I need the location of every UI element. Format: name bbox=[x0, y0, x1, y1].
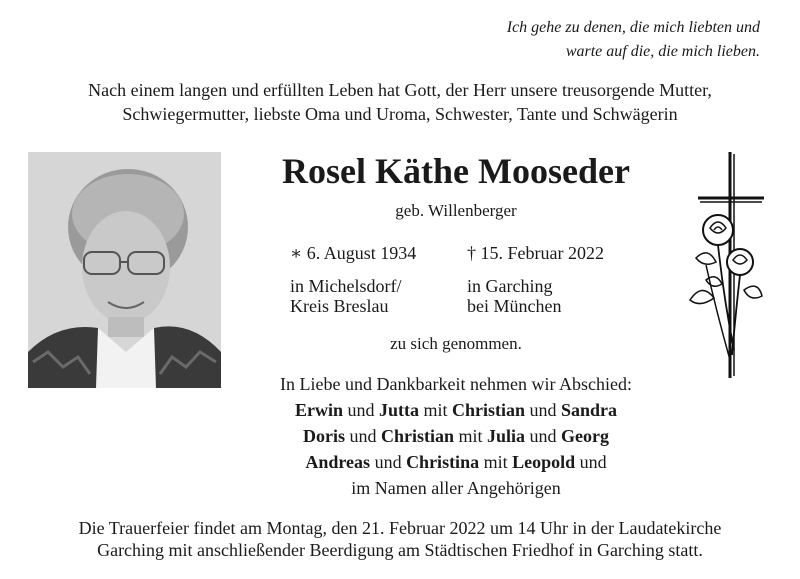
portrait-illustration bbox=[28, 152, 221, 388]
mourner-name: Erwin bbox=[294, 400, 343, 420]
intro-line-1: Nach einem langen und erfüllten Leben hat Gott, der Herr unsere treusorgende Mutter, bbox=[88, 80, 712, 100]
death-place-line-1: in Garching bbox=[467, 276, 553, 296]
mourner-name: Leopold bbox=[512, 452, 576, 472]
deceased-name: Rosel Käthe Mooseder bbox=[282, 151, 630, 191]
funeral-notice bbox=[0, 517, 800, 561]
funeral-line-1: Die Trauerfeier findet am Montag, den 21. Februar 2022 um 14 Uhr in der Laudatekirche bbox=[78, 518, 722, 538]
death-info bbox=[467, 242, 657, 316]
mourners-row-2 bbox=[236, 423, 676, 449]
mourner-connector: und bbox=[575, 452, 607, 472]
mourner-name: Georg bbox=[561, 426, 610, 446]
birth-date: ∗ 6. August 1934 bbox=[290, 243, 417, 263]
mourners-row-3 bbox=[236, 449, 676, 475]
mourner-connector: und bbox=[525, 400, 561, 420]
mourners-closing: im Namen aller Angehörigen bbox=[351, 478, 561, 498]
birth-place bbox=[290, 276, 460, 316]
passed-text: zu sich genommen. bbox=[390, 334, 522, 353]
birth-info bbox=[290, 242, 460, 316]
mourner-name: Andreas bbox=[305, 452, 371, 472]
mourner-name: Christina bbox=[406, 452, 480, 472]
mourner-name: Jutta bbox=[378, 400, 419, 420]
mourner-name: Christian bbox=[451, 400, 525, 420]
mourner-name: Julia bbox=[487, 426, 526, 446]
mourners-row-1 bbox=[236, 397, 676, 423]
epigraph-quote bbox=[360, 16, 760, 64]
mourner-connector: und bbox=[370, 452, 407, 472]
death-place-line-2: bei München bbox=[467, 296, 562, 316]
funeral-line-2: Garching mit anschließender Beerdigung am Städtischen Friedhof in Garching statt. bbox=[97, 540, 703, 560]
mourner-connector: mit bbox=[418, 400, 452, 420]
intro-text bbox=[0, 78, 800, 126]
death-date: † 15. Februar 2022 bbox=[467, 243, 604, 263]
birth-place-line-1: in Michelsdorf/ bbox=[290, 276, 402, 296]
mourners-heading: In Liebe und Dankbarkeit nehmen wir Abschied: bbox=[280, 374, 632, 394]
quote-line-1: Ich gehe zu denen, die mich liebten und bbox=[506, 19, 760, 36]
quote-line-2: warte auf die, die mich lieben. bbox=[565, 43, 760, 60]
mourner-name: Christian bbox=[380, 426, 454, 446]
cross-with-roses-icon bbox=[686, 150, 766, 380]
birth-name: geb. Willenberger bbox=[395, 201, 517, 220]
mourner-connector: und bbox=[342, 400, 379, 420]
mourner-connector: und bbox=[344, 426, 381, 446]
death-place bbox=[467, 276, 657, 316]
mourner-name: Doris bbox=[302, 426, 345, 446]
portrait-photo bbox=[28, 152, 221, 388]
mourner-connector: und bbox=[525, 426, 562, 446]
mourners-block bbox=[236, 371, 676, 501]
birth-place-line-2: Kreis Breslau bbox=[290, 296, 389, 316]
mourner-name: Sandra bbox=[561, 400, 618, 420]
mourner-connector: mit bbox=[479, 452, 513, 472]
mourner-connector: mit bbox=[454, 426, 488, 446]
intro-line-2: Schwiegermutter, liebste Oma und Uroma, Schwester, Tante und Schwägerin bbox=[122, 104, 678, 124]
